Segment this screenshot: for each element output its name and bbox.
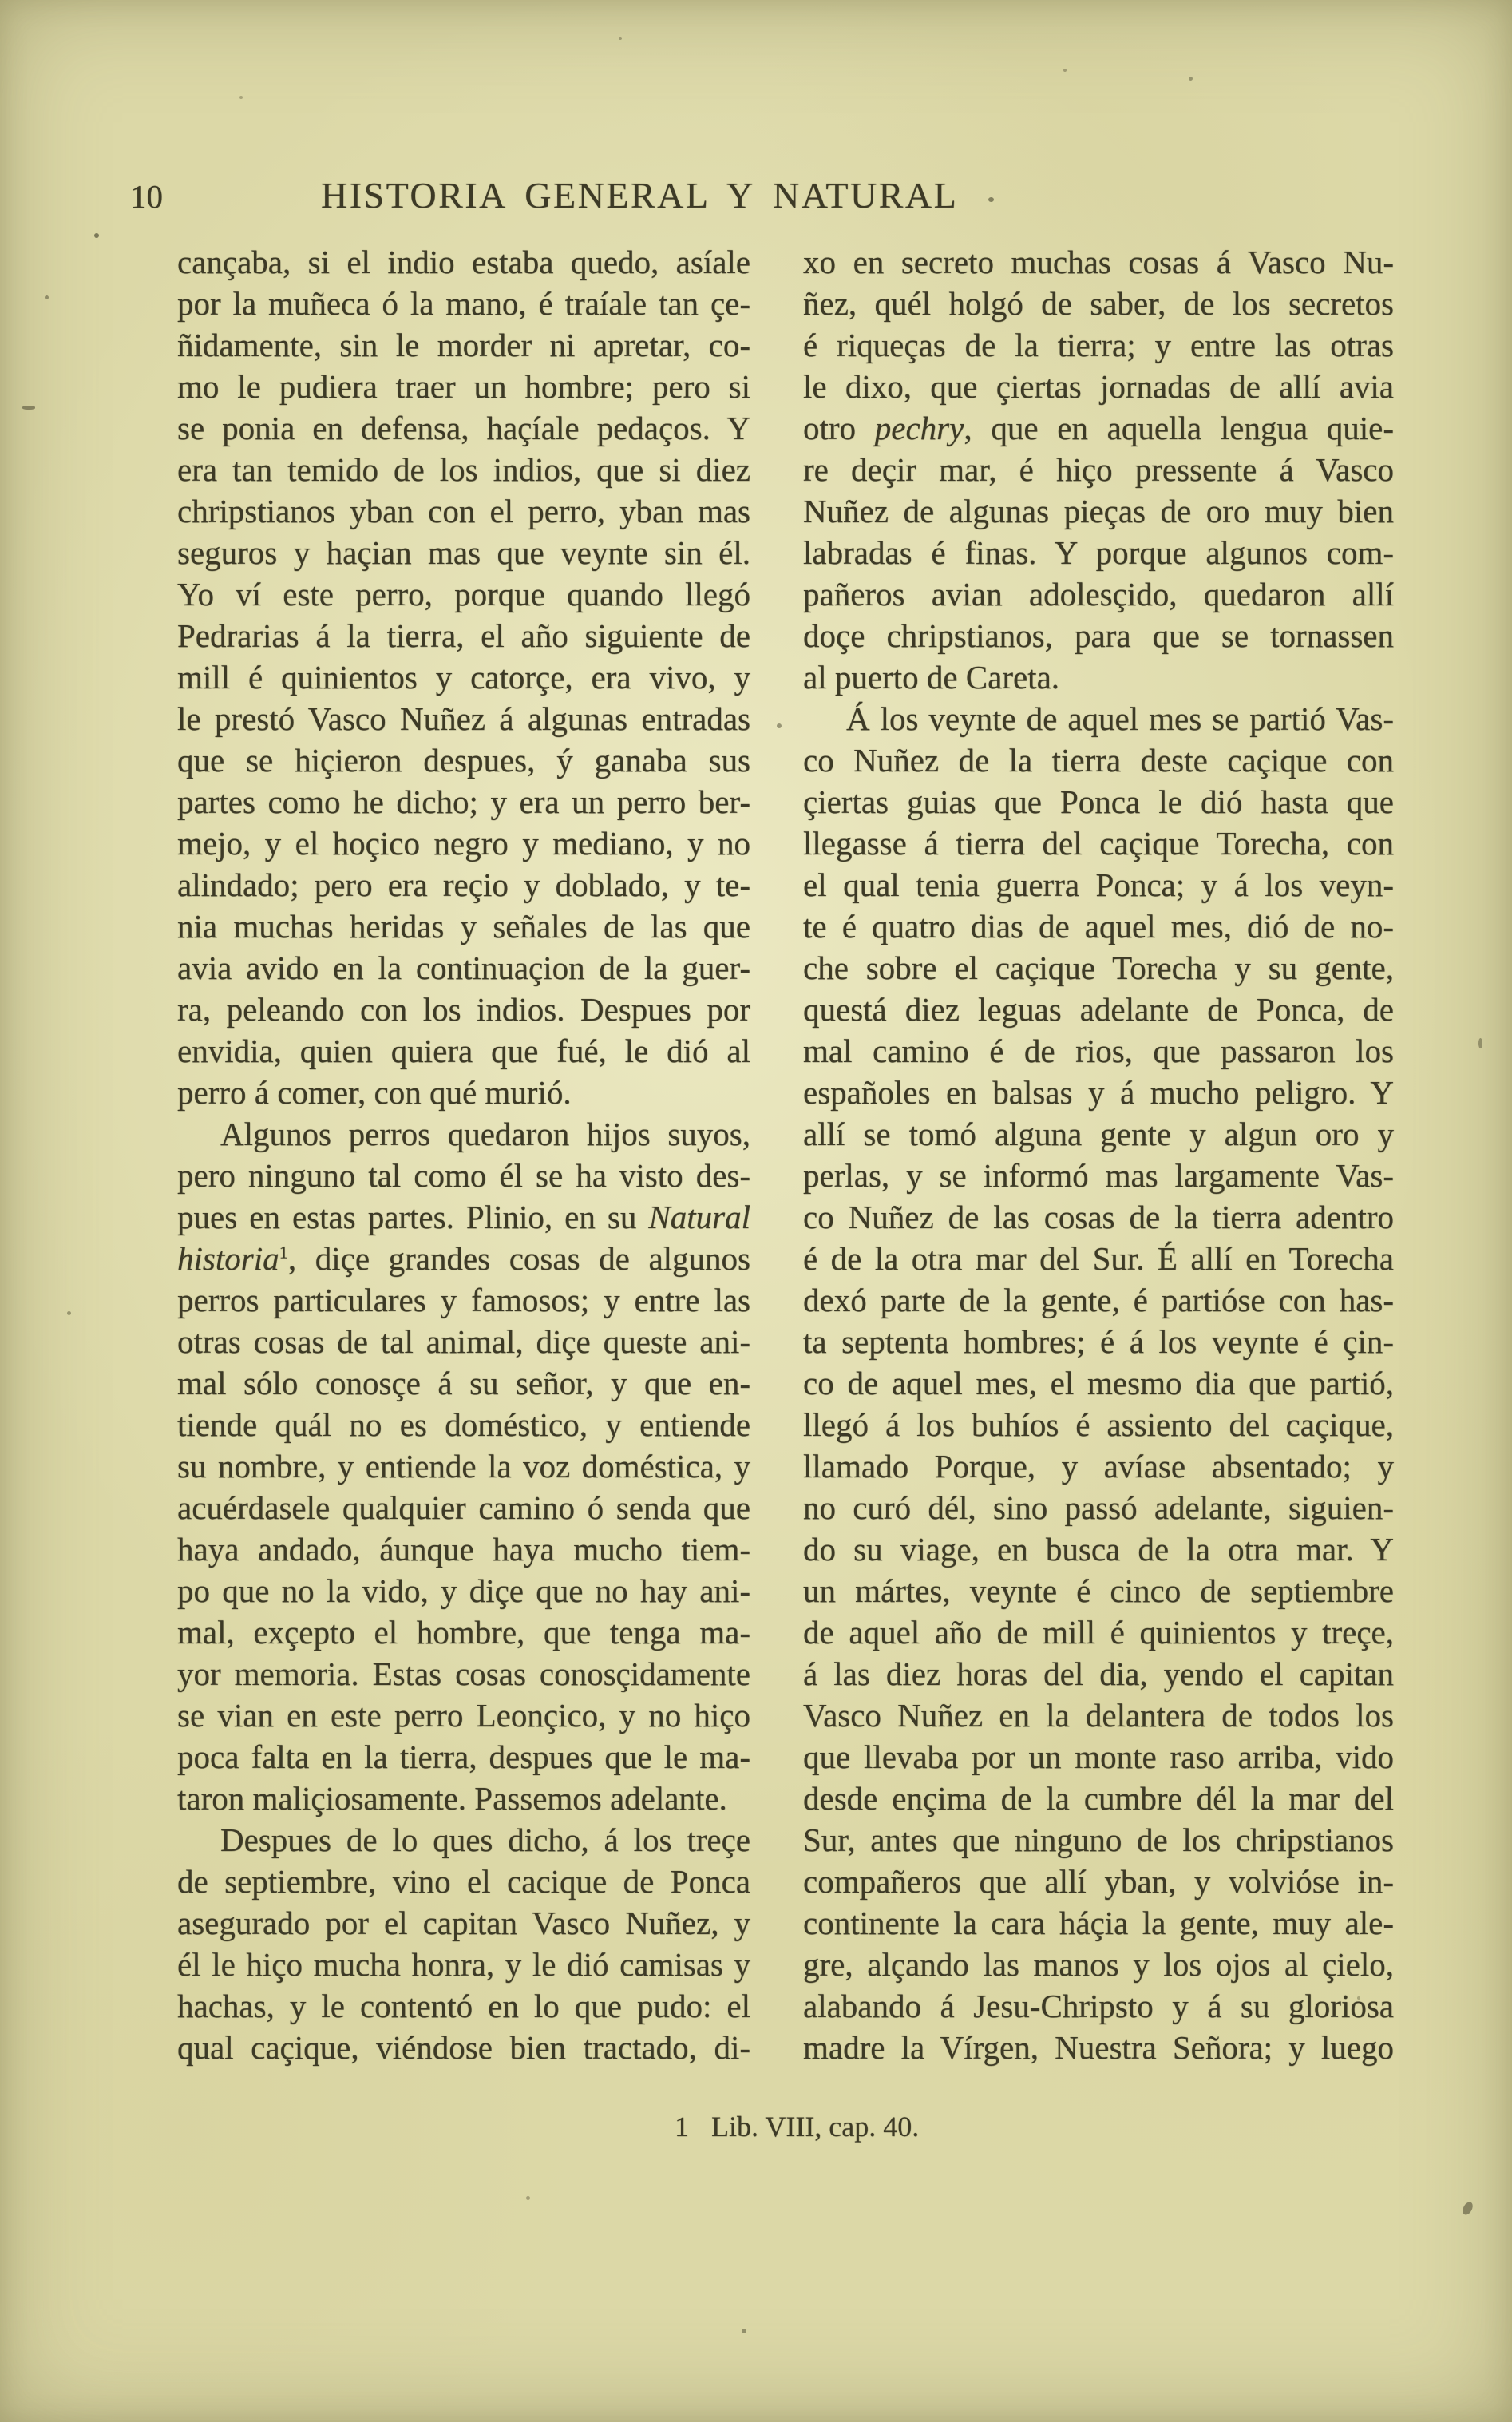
- text-line: se ponia en defensa, haçíale pedaços. Y: [177, 410, 750, 446]
- ink-speck: [742, 2329, 746, 2333]
- running-header: HISTORIA GENERAL Y NATURAL: [321, 175, 959, 216]
- text-line: pero ninguno tal como él se ha visto des-: [177, 1157, 750, 1194]
- ink-speck: [526, 2196, 530, 2200]
- text-line: labradas é finas. Y porque algunos com-: [803, 534, 1394, 571]
- text-line: ta septenta hombres; é á los veynte é çin-: [803, 1323, 1394, 1360]
- text-line: yor memoria. Estas cosas conosçidamente: [177, 1655, 750, 1692]
- text-line: perlas, y se informó mas largamente Vas-: [803, 1157, 1394, 1194]
- page-number: 10: [130, 178, 163, 215]
- text-line: él le hiço mucha honra, y le dió camisas y: [177, 1946, 750, 1983]
- text-line: tiende quál no es doméstico, y entiende: [177, 1406, 750, 1443]
- text-line: que llevaba por un monte raso arriba, vido: [803, 1738, 1394, 1775]
- text-line: llegasse á tierra del caçique Torecha, con: [803, 825, 1394, 862]
- text-line: Pedrarias á la tierra, el año siguiente de: [177, 617, 750, 654]
- text-line: co de aquel mes, el mesmo dia que partió,: [803, 1365, 1394, 1401]
- footnote-marker: 1: [675, 2111, 689, 2143]
- ink-speck: [1189, 77, 1193, 81]
- text-line: españoles en balsas y á mucho peligro. Y: [803, 1074, 1394, 1111]
- ink-speck: [67, 1311, 71, 1315]
- text-line: é de la otra mar del Sur. É allí en Torecha: [803, 1240, 1394, 1277]
- text-line: alindado; pero era reçio y doblado, y te-: [177, 866, 750, 903]
- text-line: co Nuñez de la tierra deste caçique con: [803, 742, 1394, 779]
- text-line: te é quatro dias de aquel mes, dió de no-: [803, 908, 1394, 945]
- ink-speck: [239, 96, 243, 99]
- text-line: se vian en este perro Leonçico, y no hiço: [177, 1697, 750, 1734]
- text-line: Vasco Nuñez en la delantera de todos los: [803, 1697, 1394, 1734]
- text-line: po que no la vido, y diçe que no hay ani-: [177, 1572, 750, 1609]
- ink-speck: [1462, 2201, 1474, 2217]
- text-column-right: [803, 241, 1394, 2068]
- text-line: un mártes, veynte é cinco de septiembre: [803, 1572, 1394, 1609]
- text-line: era tan temido de los indios, que si diez: [177, 451, 750, 488]
- text-line: doçe chripstianos, para que se tornassen: [803, 617, 1394, 654]
- text-line: envidia, quien quiera que fué, le dió al: [177, 1033, 750, 1069]
- text-line: seguros y haçian mas que veynte sin él.: [177, 534, 750, 571]
- text-column-left: [177, 241, 750, 2068]
- text-line: cançaba, si el indio estaba quedo, asíale: [177, 244, 750, 280]
- text-line: poca falta en la tierra, despues que le ma-: [177, 1738, 750, 1775]
- text-line: mal camino é de rios, que passaron los: [803, 1033, 1394, 1069]
- text-line: no curó dél, sino passó adelante, siguien-: [803, 1489, 1394, 1526]
- text-line: çiertas guias que Ponca le dió hasta que: [803, 783, 1394, 820]
- ink-speck: [45, 295, 49, 299]
- text-line: llamado Porque, y avíase absentado; y: [803, 1448, 1394, 1485]
- text-line: pañeros avian adolesçido, quedaron allí: [803, 576, 1394, 612]
- text-line: allí se tomó alguna gente y algun oro y: [803, 1116, 1394, 1152]
- text-line: Sur, antes que ninguno de los chripstianos: [803, 1821, 1394, 1858]
- text-line: pues en estas partes. Plinio, en su Natural: [177, 1199, 750, 1235]
- text-line: continente la cara háçia la gente, muy ale-: [803, 1905, 1394, 1941]
- text-line: su nombre, y entiende la voz doméstica, y: [177, 1448, 750, 1485]
- text-line: dexó parte de la gente, é partióse con has-: [803, 1282, 1394, 1318]
- text-line: Algunos perros quedaron hijos suyos,: [220, 1116, 750, 1152]
- text-line: de aquel año de mill é quinientos y treçe,: [803, 1614, 1394, 1651]
- text-line: perros particulares y famosos; y entre las: [177, 1282, 750, 1318]
- text-line: ra, peleando con los indios. Despues por: [177, 991, 750, 1028]
- text-line: al puerto de Careta.: [803, 659, 1060, 696]
- text-line: compañeros que allí yban, y volvióse in-: [803, 1863, 1394, 1900]
- text-line: desde ençima de la cumbre dél la mar del: [803, 1780, 1394, 1817]
- text-line: que se hiçieron despues, ý ganaba sus: [177, 742, 750, 779]
- text-line: perro á comer, con qué murió.: [177, 1074, 572, 1111]
- ink-speck: [1357, 1996, 1360, 2000]
- text-line: asegurado por el capitan Vasco Nuñez, y: [177, 1905, 750, 1941]
- text-line: Despues de lo ques dicho, á los treçe: [220, 1821, 750, 1858]
- text-line: questá diez leguas adelante de Ponca, de: [803, 991, 1394, 1028]
- ink-speck: [22, 406, 35, 410]
- footnote: [675, 2110, 919, 2143]
- text-line: otras cosas de tal animal, diçe queste ani-: [177, 1323, 750, 1360]
- text-line: mo le pudiera traer un hombre; pero si: [177, 368, 750, 405]
- ink-speck: [777, 723, 782, 728]
- text-line: Yo ví este perro, porque quando llegó: [177, 576, 750, 612]
- text-line: le prestó Vasco Nuñez á algunas entradas: [177, 700, 750, 737]
- text-line: á las diez horas del dia, yendo el capitan: [803, 1655, 1394, 1692]
- text-line: le dixo, que çiertas jornadas de allí avia: [803, 368, 1394, 405]
- footnote-text: Lib. VIII, cap. 40.: [711, 2111, 920, 2143]
- text-line: xo en secreto muchas cosas á Vasco Nu-: [803, 244, 1394, 280]
- text-line: hachas, y le contentó en lo que pudo: el: [177, 1988, 750, 2024]
- text-line: re deçir mar, é hiço pressente á Vasco: [803, 451, 1394, 488]
- text-line: nia muchas heridas y señales de las que: [177, 908, 750, 945]
- ink-speck: [619, 37, 622, 40]
- text-line: mal, exçepto el hombre, que tenga ma-: [177, 1614, 750, 1651]
- text-line: qual caçique, viéndose bien tractado, di-: [177, 2029, 750, 2066]
- text-line: é riqueças de la tierra; y entre las otras: [803, 327, 1394, 363]
- text-line: avia avido en la continuaçion de la guer-: [177, 949, 750, 986]
- text-line: che sobre el caçique Torecha y su gente,: [803, 949, 1394, 986]
- ink-speck: [1478, 1038, 1482, 1048]
- text-line: gre, alçando las manos y los ojos al çielo,: [803, 1946, 1394, 1983]
- text-line: taron maliçiosamente. Passemos adelante.: [177, 1780, 727, 1817]
- text-line: Á los veynte de aquel mes se partió Vas-: [846, 700, 1394, 737]
- text-line: llegó á los buhíos é assiento del caçique,: [803, 1406, 1394, 1443]
- text-line: Nuñez de algunas pieças de oro muy bien: [803, 493, 1394, 529]
- text-line: historia$^1$, diçe grandes cosas de algunos: [177, 1240, 750, 1277]
- ink-speck: [1063, 69, 1067, 72]
- text-line: ñez, quél holgó de saber, de los secretos: [803, 285, 1394, 322]
- text-line: por la muñeca ó la mano, é traíale tan çe-: [177, 285, 750, 322]
- text-line: de septiembre, vino el cacique de Ponca: [177, 1863, 750, 1900]
- text-line: alabando á Jesu-Chripsto y á su gloriosa: [803, 1988, 1394, 2024]
- text-line: madre la Vírgen, Nuestra Señora; y luego: [803, 2029, 1394, 2066]
- text-line: mal sólo conosçe á su señor, y que en-: [177, 1365, 750, 1401]
- text-line: mill é quinientos y catorçe, era vivo, y: [177, 659, 750, 696]
- text-line: el qual tenia guerra Ponca; y á los veyn-: [803, 866, 1394, 903]
- text-line: partes como he dicho; y era un perro ber-: [177, 783, 750, 820]
- ink-speck: [94, 233, 99, 238]
- ink-speck: [1293, 374, 1296, 377]
- text-line: mejo, y el hoçico negro y mediano, y no: [177, 825, 750, 862]
- text-line: acuérdasele qualquier camino ó senda que: [177, 1489, 750, 1526]
- ink-speck: [988, 197, 994, 202]
- text-line: otro pechry, que en aquella lengua quie-: [803, 410, 1395, 446]
- text-line: haya andado, áunque haya mucho tiem-: [177, 1531, 750, 1568]
- text-line: chripstianos yban con el perro, yban mas: [177, 493, 750, 529]
- text-line: do su viage, en busca de la otra mar. Y: [803, 1531, 1394, 1568]
- text-line: ñidamente, sin le morder ni apretar, co-: [177, 327, 750, 363]
- text-line: co Nuñez de las cosas de la tierra adentro: [803, 1199, 1394, 1235]
